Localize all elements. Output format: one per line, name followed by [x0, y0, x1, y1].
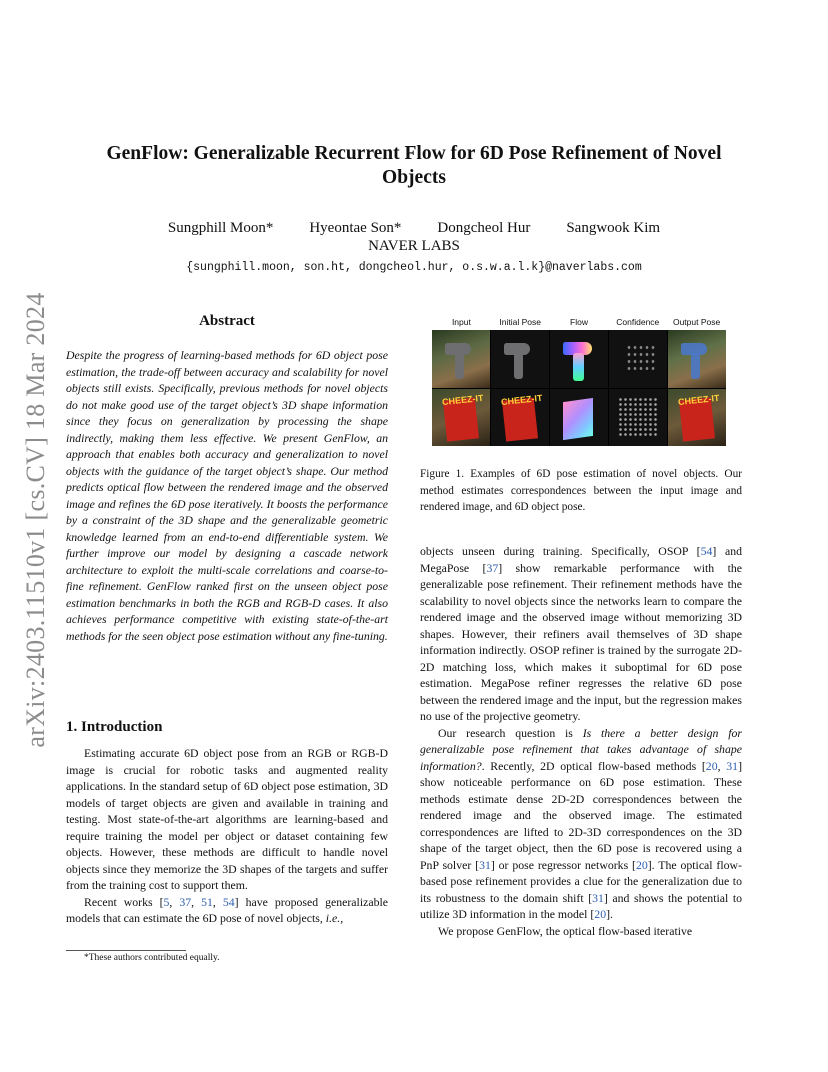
- introduction-body: [66, 745, 388, 927]
- paragraph: Estimating accurate 6D object pose from an RGB or RGB-D image is crucial for robotic tasks and augmented reality applications. In the standard setup of 6D object pose estimation, 3D models of target objects are given and available in training and testing. Most state-of-the-art algorithms are learning-based and require training the model per object or dataset containing few objects. However, these methods are difficult to handle novel objects since they memorize the 3D shapes of the targets and suffer from the training cost to support them.: [66, 746, 388, 892]
- input-box-image: CHEEZ-IT: [432, 389, 490, 447]
- citation-link[interactable]: 37: [486, 560, 499, 575]
- figure-column-label: Flow: [570, 317, 588, 327]
- citation-link[interactable]: 31: [726, 758, 739, 773]
- paragraph: We propose GenFlow, the optical flow-based iterative: [438, 923, 693, 938]
- figure-caption: Figure 1. Examples of 6D pose estimation of novel objects. Our method estimates correspondences between the input image and rendered image, and 6D object pose.: [420, 468, 742, 513]
- initial-pose-drill-image: [491, 330, 549, 388]
- output-pose-box-image: CHEEZ-IT: [668, 389, 726, 447]
- paragraph: Recent works [5, 37, 51, 54] have proposed generalizable models that can estimate the 6D pose of novel objects, i.e.,: [66, 894, 388, 925]
- right-column-body: [420, 543, 742, 939]
- citation-link[interactable]: 20: [635, 857, 648, 872]
- arxiv-stamp: [18, 270, 54, 770]
- citation-link[interactable]: 20: [705, 758, 718, 773]
- paragraph: objects unseen during training. Specifically, OSOP [54] and MegaPose [37] show remarkable performance with the generalizable pose refinement. Their refinement methods have the scalability to novel objects since the networks learn to compare the rendered image and the observed image without memorizing 3D shapes. However, their refiners avail themselves of 3D shape information indirectly. OSOP refiner is trained by the surrogate 2D-2D matching loss, which makes it suboptimal for 6D pose estimation. MegaPose refiner regresses the relative 6D pose between the rendered image and the input, but the regression makes no use of the projective geometry.: [420, 544, 743, 723]
- figure-1: [432, 317, 726, 447]
- footnote: *These authors contributed equally.: [84, 953, 220, 963]
- citation-link[interactable]: 51: [201, 894, 213, 909]
- figure-column-labels: [432, 317, 726, 330]
- author-name: Hyeontae Son*: [309, 220, 402, 236]
- initial-pose-box-image: CHEEZ-IT: [491, 389, 549, 447]
- abstract-heading: Abstract: [199, 313, 255, 329]
- figure-column-label: Output Pose: [672, 317, 721, 327]
- paragraph: Our research question is Is there a better design for generalizable pose refinement that takes advantage of shape information?. Recently, 2D optical flow-based methods [20, 31] show noticeable performance on 6D pose estimation. These methods estimate dense 2D-2D correspondences between the rendered image and the observed image. The estimated correspondences are lifted to 2D-3D correspondences on the 3D shape of the target object, then the 6D pose is recovered using a PnP solver [31] or pose regressor networks [20]. The optical flow-based pose refinement provides a clue for the generalization due to its robustness to the domain shift [31] and shows the potential to utilize 3D information in the model [20].: [420, 725, 742, 921]
- footnote-divider: [66, 950, 186, 951]
- figure-image-grid: [432, 330, 726, 446]
- figure-column-label: Confidence: [616, 317, 660, 327]
- flow-drill-image: [550, 330, 608, 388]
- author-list: [80, 220, 748, 237]
- abstract-text: Despite the progress of learning-based methods for 6D object pose estimation, the trade-off between accuracy and scalability for novel objects still exists. Specifically, previous methods for novel objects do not make good use of the target object’s 3D shape information since they focus on generalization by processing the shape indirectly, making them less effective. We present GenFlow, an approach that enables both accuracy and generalization to novel objects with the guidance of the target object’s shape. Our method predicts optical flow between the rendered image and the observed image and refines the 6D pose iteratively. It boosts the performance by a constraint of the 3D shape and the generalizable geometric knowledge learned from an end-to-end differentiable system. We further improve our model by designing a cascade network architecture to exploit the multi-scale correlations and coarse-to-fine refinement. GenFlow ranked first on the unseen object pose estimation benchmarks in both the RGB and RGB-D cases. It also achieves performance competitive with existing state-of-the-art methods for the seen object pose estimation without any fine-tuning.: [66, 348, 388, 643]
- author-name: Sangwook Kim: [566, 220, 661, 236]
- arxiv-id: arXiv:2403.11510v1 [cs.CV] 18 Mar 2024: [21, 292, 50, 748]
- paper-title: GenFlow: Generalizable Recurrent Flow for 6D Pose Refinement of Novel Objects: [106, 143, 722, 188]
- author-name: Dongcheol Hur: [437, 220, 531, 236]
- citation-link[interactable]: 5: [163, 894, 170, 909]
- figure-column-label: Input: [451, 317, 471, 327]
- section-heading-introduction: 1. Introduction: [66, 719, 163, 735]
- confidence-box-image: [609, 389, 667, 447]
- confidence-drill-image: [609, 330, 667, 388]
- citation-link[interactable]: 37: [179, 894, 192, 909]
- figure-column-label: Initial Pose: [499, 317, 541, 327]
- citation-link[interactable]: 31: [592, 890, 604, 905]
- author-name: Sungphill Moon*: [167, 220, 274, 236]
- flow-box-image: [550, 389, 608, 447]
- citation-link[interactable]: 31: [479, 857, 491, 872]
- output-pose-drill-image: [668, 330, 726, 388]
- citation-link[interactable]: 20: [594, 907, 607, 921]
- affiliation: NAVER LABS: [368, 238, 460, 254]
- citation-link[interactable]: 54: [700, 544, 713, 558]
- input-drill-image: [432, 330, 490, 388]
- author-emails: {sungphill.moon, son.ht, dongcheol.hur, o.s.w.a.l.k}@naverlabs.com: [186, 261, 642, 274]
- citation-link[interactable]: 54: [222, 894, 235, 909]
